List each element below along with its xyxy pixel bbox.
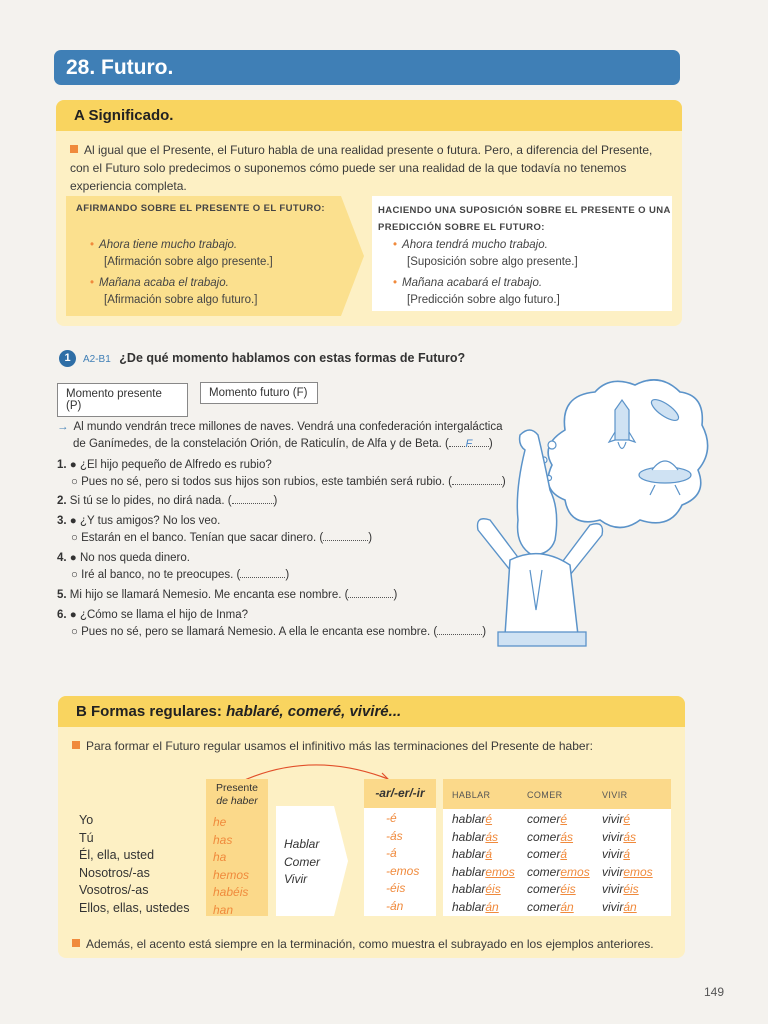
item-number: 5. [57,589,67,601]
comer-form: comeréis [527,882,576,896]
dot-bullet-icon: • [90,239,95,251]
comer-form: comeremos [527,864,590,879]
right-heading-line-2: PREDICCIÓN SOBRE EL FUTURO: [378,222,545,233]
exercise-level: A2-B1 [83,354,111,365]
vivir-form: viviremos [602,864,653,879]
haber-column [206,779,268,916]
hablar-form: hablaréis [452,882,501,896]
arrow-right-icon: → [57,421,69,433]
section-a-intro [70,141,680,195]
answer-blank[interactable] [232,493,274,504]
right-example-2: Mañana acabará el trabajo. [402,277,543,289]
comer-form: comerás [527,829,574,844]
ending: -emos [386,863,420,878]
infinitive: Vivir [284,872,308,886]
ending: -éis [386,881,406,895]
option-present-box: Momento presente (P) [57,383,188,417]
right-example-1-note: [Suposición sobre algo presente.] [407,256,578,268]
ending: -án [386,898,404,913]
vivir-form: vivirán [602,899,637,914]
item-line-1: ● ¿El hijo pequeño de Alfredo es rubio? [69,459,272,471]
left-example-1: Ahora tiene mucho trabajo. [99,239,238,251]
exercise-item: 1. ● ¿El hijo pequeño de Alfredo es rubio? ○ Pues no sé, pero si todos sus hijos son rubios, este también será rubio. ( ) [57,459,506,488]
square-bullet-icon [70,145,78,153]
intro-line-1: Al igual que el Presente, el Futuro habla de una realidad presente o futura. Pero, a diferencia del Presente, [84,143,653,157]
exercise-number-badge: 1 [59,350,76,367]
haber-form: he [213,815,227,829]
vivir-form: viviré [602,812,631,826]
square-bullet-icon [72,939,80,947]
item-line-1: ● No nos queda dinero. [69,552,190,564]
option-future-box: Momento futuro (F) [200,382,318,404]
pronoun: Él, ella, usted [79,848,155,862]
item-number: 2. [57,495,67,507]
section-b-footer-text: Además, el acento está siempre en la terminación, como muestra el subrayado en los ejemplos anteriores. [86,937,654,951]
haber-head-1: Presente [215,782,259,794]
conjugation-table [443,779,671,916]
vivir-column [602,811,653,916]
pronoun: Yo [79,813,94,827]
exercise-heading [83,351,465,365]
square-bullet-icon [72,741,80,749]
haber-form: han [213,902,234,917]
left-box-heading: AFIRMANDO SOBRE EL PRESENTE O EL FUTURO: [76,203,325,214]
haber-head-2: de haber [216,795,258,807]
right-box-heading [378,202,671,236]
exercise-item: 5. Mi hijo se llamará Nemesio. Me encanta ese nombre. ( ) [57,589,398,601]
hablar-form: hablaré [452,812,493,826]
section-b-intro-text: Para formar el Futuro regular usamos el infinitivo más las terminaciones del Presente de haber: [86,739,593,753]
hablar-form: hablarán [452,899,499,914]
comer-form: comerán [527,899,574,914]
endings-column [364,779,436,916]
hablar-form: hablará [452,847,493,861]
section-b-footer [72,935,654,953]
item-number: 4. [57,552,67,564]
ending: -é [386,811,397,825]
intro-line-3: experiencia completa. [70,179,187,193]
infinitive: Hablar [284,837,320,851]
ending: -á [386,846,397,860]
haber-form: ha [213,850,227,864]
exercise-items [57,457,507,641]
item-number: 3. [57,515,67,527]
hablar-column [452,811,515,916]
pronoun: Nosotros/-as [79,865,150,880]
haber-form: hemos [213,867,250,882]
infinitive: Comer [284,854,321,869]
item-line-2: ○ Pues no sé, pero se llamará Nemesio. A ella le encanta ese nombre. ( [71,626,438,638]
exercise-question: ¿De qué momento hablamos con estas formas de Futuro? [119,351,466,365]
infinitives-list [284,836,320,889]
right-example-1: Ahora tendrá mucho trabajo. [402,239,548,251]
ending: -ás [386,828,403,843]
comer-column [527,811,590,916]
haber-form: habéis [213,885,249,899]
vivir-form: vivirás [602,829,637,844]
haber-form: has [213,832,233,847]
item-line-1: Mi hijo se llamará Nemesio. Me encanta ese nombre. ( [69,589,349,601]
example-answer: F [465,438,473,450]
exercise-item: 2. Si tú se lo pides, no dirá nada. ( ) [57,495,278,507]
item-line-2: ○ Iré al banco, no te preocupes. ( [71,569,241,581]
comer-form: comerá [527,847,568,861]
exercise-example: → Al mundo vendrán trece millones de naves. Vendrá una confederación intergaláctica de Ganímedes, de la constelación Orión, de Raticulín, de Alfa y de Beta. ( F ) [57,421,503,450]
item-line-1: Si tú se lo pides, no dirá nada. ( [69,495,232,507]
pronoun: Tú [79,830,94,845]
item-line-1: ● ¿Cómo se llama el hijo de Inma? [69,609,249,621]
dot-bullet-icon: • [393,277,398,289]
answer-blank[interactable] [240,567,285,578]
right-box-examples [393,237,663,309]
pronouns-column [79,812,189,917]
section-b-heading-plain: B Formas regulares: [76,703,227,720]
dot-bullet-icon: • [90,277,95,289]
col-comer: COMER [527,790,563,800]
vivir-form: viviréis [602,882,639,896]
right-heading-line-1: HACIENDO UNA SUPOSICIÓN SOBRE EL PRESENTE O UNA [378,205,671,216]
dot-bullet-icon: • [393,239,398,251]
comer-form: comeré [527,812,568,826]
answer-blank[interactable] [348,587,393,598]
left-example-1-note: [Afirmación sobre algo presente.] [104,256,273,268]
left-example-2-note: [Afirmación sobre algo futuro.] [104,294,258,306]
item-number: 1. [57,459,67,471]
section-a-heading: A Significado. [56,100,682,131]
section-b-heading [58,696,685,727]
item-number: 6. [57,609,67,621]
section-b-heading-italic: hablaré, comeré, viviré... [226,703,402,720]
exercise-item: 4. ● No nos queda dinero. ○ Iré al banco, no te preocupes. ( ) [57,552,290,581]
page-number: 149 [703,985,724,999]
example-line-1: Al mundo vendrán trece millones de naves. Vendrá una confederación intergaláctica [73,421,503,433]
left-example-2: Mañana acaba el trabajo. [99,277,229,289]
example-line-2: de Ganímedes, de la constelación Orión, de Raticulín, de Alfa y de Beta. ( [73,438,449,450]
hablar-form: hablarás [452,829,499,844]
endings-head: -ar/-er/-ir [364,779,436,808]
page-title: 28. Futuro. [54,50,680,85]
vivir-form: vivirá [602,847,631,861]
item-line-2: ○ Estarán en el banco. Tenían que sacar dinero. ( [71,532,324,544]
pronoun: Ellos, ellas, ustedes [79,900,190,915]
col-vivir: VIVIR [602,790,628,800]
exercise-item: 6. ● ¿Cómo se llama el hijo de Inma? ○ Pues no sé, pero se llamará Nemesio. A ella le encanta ese nombre. ( ) [57,609,487,638]
answer-blank[interactable] [323,530,368,541]
right-example-2-note: [Predicción sobre algo futuro.] [407,294,560,306]
hablar-form: hablaremos [452,864,515,879]
intro-line-2: con el Futuro solo predecimos o suponemos cómo puede ser una realidad de la que todavía no tenemos [70,161,627,175]
exercise-item: 3. ● ¿Y tus amigos? No los veo. ○ Estarán en el banco. Tenían que sacar dinero. ( ) [57,515,373,544]
illustration-dreaming-man [470,370,710,670]
col-hablar: HABLAR [452,790,491,800]
item-line-2: ○ Pues no sé, pero si todos sus hijos son rubios, este también será rubio. ( [71,476,452,488]
item-line-1: ● ¿Y tus amigos? No los veo. [69,515,221,527]
section-b-intro [72,737,593,755]
pronoun: Vosotros/-as [79,883,149,897]
left-box-examples [90,237,350,309]
